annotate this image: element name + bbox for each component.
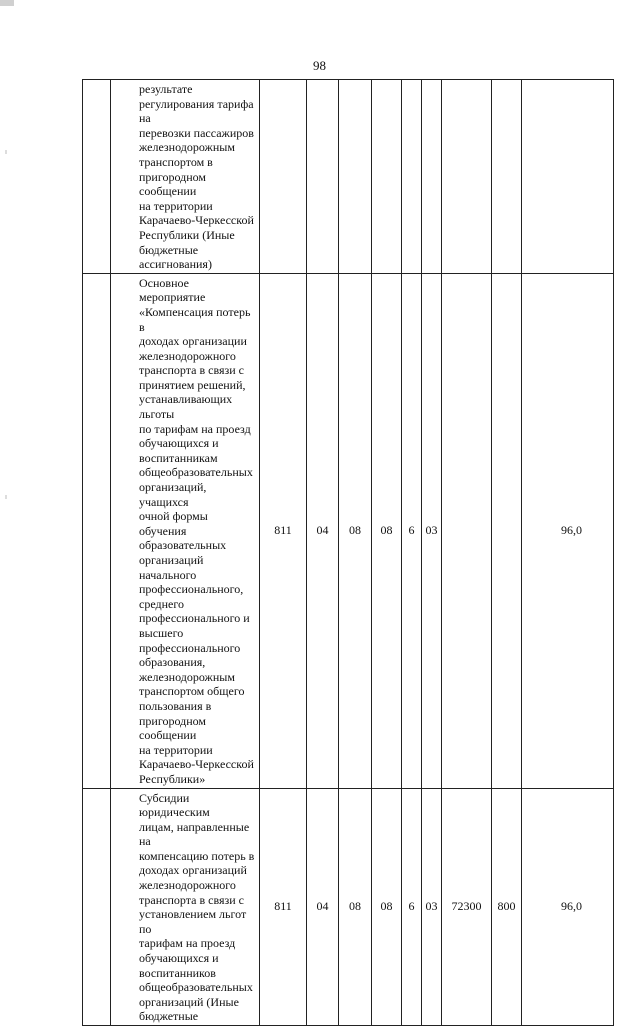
description-cell: Субсидии юридическим лицам, направленные на компенсацию потерь в доходах организаций железнодорожного транспорта в связи с установлением льгот по тарифам на проезд обучающихся и воспитанников общеобразовательных организаций (Иные бюджетные bbox=[111, 788, 260, 1026]
direction-code-cell: 72300 bbox=[442, 788, 492, 1026]
direction-code-cell bbox=[442, 273, 492, 788]
subsection-code-cell bbox=[339, 80, 372, 274]
amount-cell: 96,0 bbox=[522, 788, 614, 1026]
ministry-code-cell: 811 bbox=[260, 788, 307, 1026]
page-number: 98 bbox=[313, 58, 326, 73]
description-cell: результате регулирования тарифа на перевозки пассажиров железнодорожным транспортом в пригородном сообщении на территории Карачаево-Черкесской Республики (Иные бюджетные ассигнования) bbox=[111, 80, 260, 274]
section-code-cell bbox=[307, 80, 339, 274]
table-row bbox=[83, 80, 614, 274]
subprogram-code-cell bbox=[402, 80, 422, 274]
main-event-code-cell bbox=[422, 80, 442, 274]
table-row bbox=[83, 273, 614, 788]
subsection-code-cell: 08 bbox=[339, 273, 372, 788]
ministry-code-cell: 811 bbox=[260, 273, 307, 788]
scan-margin-mark bbox=[5, 495, 7, 499]
direction-code-cell bbox=[442, 80, 492, 274]
main-event-code-cell: 03 bbox=[422, 788, 442, 1026]
expense-type-cell bbox=[492, 273, 522, 788]
amount-cell bbox=[522, 80, 614, 274]
subprogram-code-cell: 6 bbox=[402, 788, 422, 1026]
section-code-cell: 04 bbox=[307, 788, 339, 1026]
index-cell bbox=[83, 273, 111, 788]
subprogram-code-cell: 6 bbox=[402, 273, 422, 788]
budget-table bbox=[82, 79, 614, 1026]
index-cell bbox=[83, 80, 111, 274]
section-code-cell: 04 bbox=[307, 273, 339, 788]
program-code-cell: 08 bbox=[372, 788, 402, 1026]
index-cell bbox=[83, 788, 111, 1026]
subsection-code-cell: 08 bbox=[339, 788, 372, 1026]
main-event-code-cell: 03 bbox=[422, 273, 442, 788]
table-row bbox=[83, 788, 614, 1026]
scan-corner-mark bbox=[0, 0, 14, 6]
ministry-code-cell bbox=[260, 80, 307, 274]
amount-cell: 96,0 bbox=[522, 273, 614, 788]
expense-type-cell bbox=[492, 80, 522, 274]
expense-type-cell: 800 bbox=[492, 788, 522, 1026]
program-code-cell bbox=[372, 80, 402, 274]
scan-margin-mark bbox=[5, 150, 7, 154]
description-cell: Основное мероприятие «Компенсация потерь в доходах организации железнодорожного транспорта в связи с принятием решений, устанавливающих льготы по тарифам на проезд обучающихся и воспитанникам общеобразовательных организаций, учащихся очной формы обучения образовательных организаций начального профессионального, среднего профессионального и высшего профессионального образования, железнодорожным транспортом общего пользования в пригородном сообщении на территории Карачаево-Черкесской Республики» bbox=[111, 273, 260, 788]
program-code-cell: 08 bbox=[372, 273, 402, 788]
